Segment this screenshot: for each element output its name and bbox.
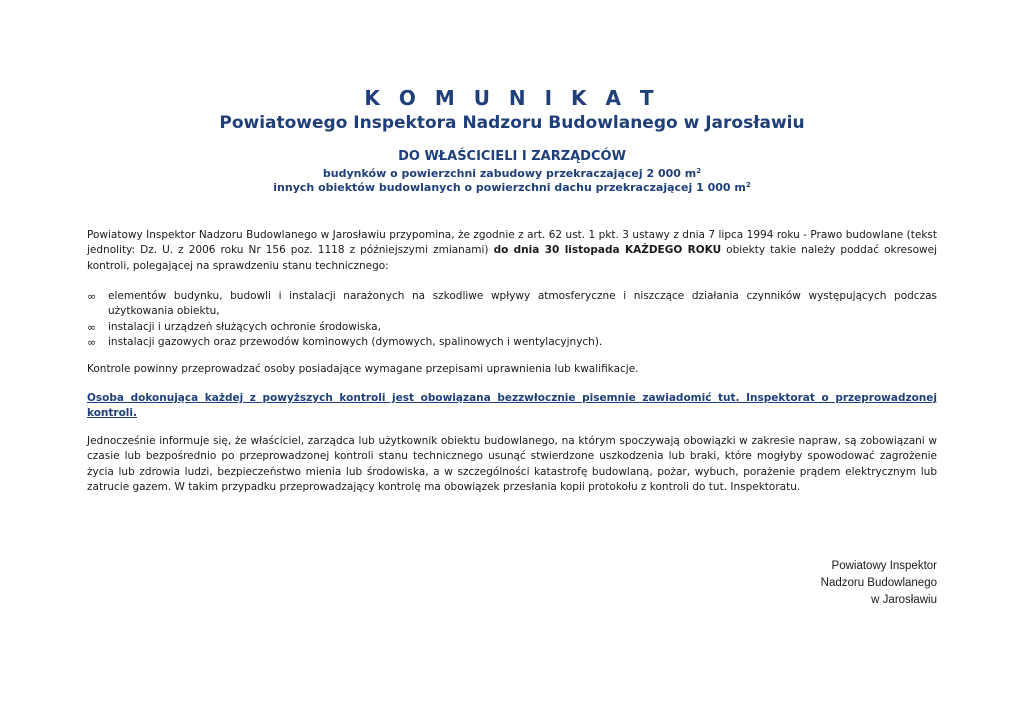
list-item bbox=[87, 320, 937, 335]
info-paragraph: Jednocześnie informuje się, że właściciel, zarządca lub użytkownik obiektu budowlanego, na którym spoczywają obowiązki w zakresie napraw, są zobowiązani w czasie lub bezpośrednio po przeprowadzonej kontroli stanu technicznego usunąć stwierdzone uszkodzenia lub braki, które mogłyby spowodować zagrożenie życia lub zdrowia ludzi, bezpieczeństwo mienia lub środowiska, a w szczególności katastrofę budowlaną, pożar, wybuch, porażenie prądem elektrycznym lub zatrucie gazem. W takim przypadku przeprowadzający kontrolę ma obowiązek przesłania kopii protokołu z kontroli do tut. Inspektoratu. bbox=[87, 435, 937, 494]
notice-paragraph: Osoba dokonująca każdej z powyższych kontroli jest obowiązana bezzwłocznie pisemnie zawiadomić tut. Inspektorat o przeprowadzonej kontroli. bbox=[87, 392, 937, 420]
signature-block bbox=[821, 558, 937, 609]
list-item-text: instalacji i urządzeń służących ochronie środowiska, bbox=[108, 320, 381, 333]
infinity-bullet-icon: ∞ bbox=[87, 320, 97, 334]
document-subtitle: Powiatowego Inspektora Nadzoru Budowlanego w Jarosławiu bbox=[219, 113, 805, 133]
document-title: K O M U N I K A T bbox=[364, 86, 660, 110]
list-item bbox=[87, 335, 937, 350]
inspection-list bbox=[87, 289, 937, 351]
controls-paragraph: Kontrole powinny przeprowadzać osoby posiadające wymagane przepisami uprawnienia lub kwalifikacje. bbox=[87, 363, 639, 375]
list-item bbox=[87, 289, 937, 320]
signature-line-3: w Jarosławiu bbox=[871, 594, 937, 606]
list-item-text: elementów budynku, budowli i instalacji narażonych na szkodliwe wpływy atmosferyczne i niszczące działania czynników występujących podczas użytkowania obiektu, bbox=[108, 290, 937, 318]
intro-text-a: Powiatowy Inspektor Nadzoru Budowlanego w Jarosławiu przypomina, że zgodnie z art. 62 ust. 1 pkt. 3 ustawy z dnia 7 lipca 1994 roku - Prawo budowlane (tekst jednolity: Dz. U. z 2006 roku Nr 156 poz. 1118 z późniejszymi zmianami) bbox=[87, 229, 937, 257]
addressee-line-1-text: budynków o powierzchni zabudowy przekraczającej 2 000 m bbox=[322, 167, 697, 180]
intro-text-b: obiekty takie należy poddać okresowej kontroli, polegającej na sprawdzeniu stanu technicznego: bbox=[87, 244, 938, 272]
addressee-heading: DO WŁAŚCICIELI I ZARZĄDCÓW bbox=[398, 149, 626, 164]
infinity-bullet-icon: ∞ bbox=[87, 336, 97, 350]
infinity-bullet-icon: ∞ bbox=[87, 290, 97, 303]
addressee-line-2-sup: 2 bbox=[745, 181, 751, 189]
signature-line-2: Nadzoru Budowlanego bbox=[820, 577, 937, 589]
addressee-line-2-text: innych obiektów budowlanych o powierzchni dachu przekraczającej 1 000 m bbox=[273, 181, 746, 194]
list-item-text: instalacji gazowych oraz przewodów kominowych (dymowych, spalinowych i wentylacyjnych). bbox=[108, 336, 603, 349]
signature-line-1: Powiatowy Inspektor bbox=[831, 560, 937, 572]
intro-paragraph bbox=[87, 228, 937, 274]
addressee-line-1 bbox=[0, 167, 1024, 180]
addressee-line-1-sup: 2 bbox=[696, 167, 702, 175]
addressee-line-2 bbox=[0, 181, 1024, 194]
intro-deadline: do dnia 30 listopada KAŻDEGO ROKU bbox=[493, 244, 722, 257]
